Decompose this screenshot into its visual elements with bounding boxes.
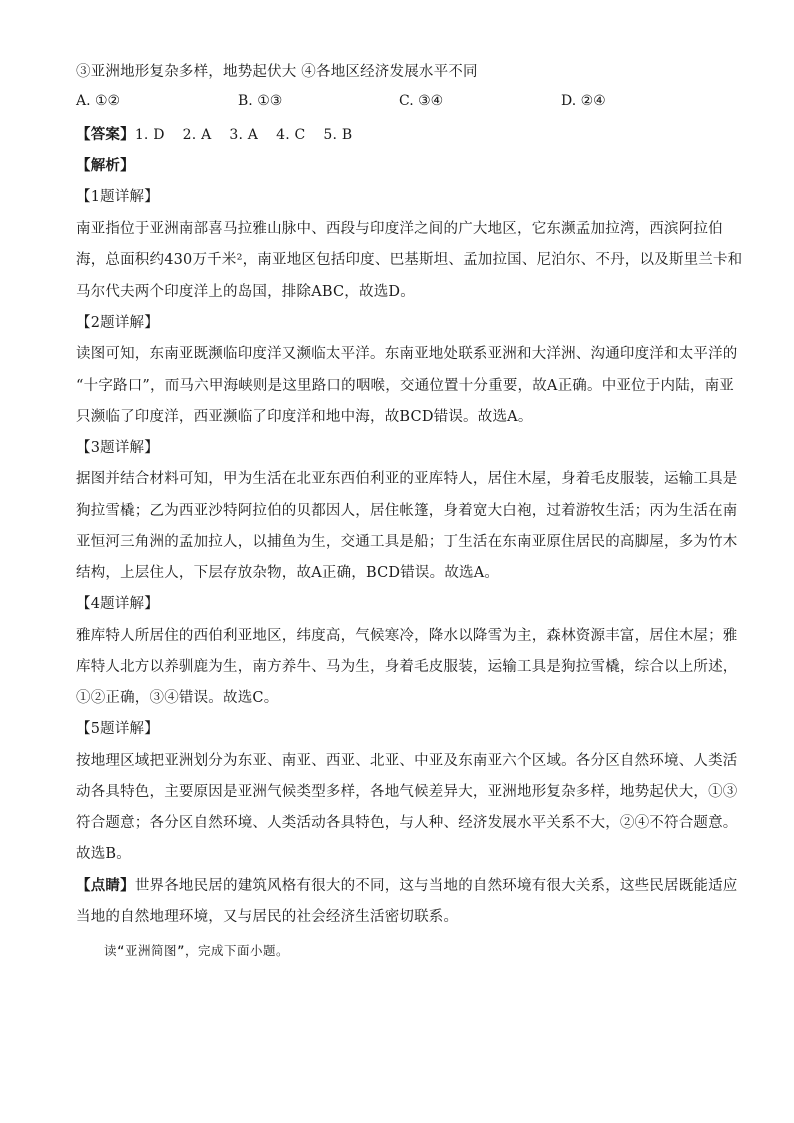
answer-line [76, 125, 370, 145]
section-2-line-2: “十字路口”，而马六甲海峡则是这里路口的咽喉，交通位置十分重要，故A正确。中亚位于内陆，南亚 [76, 378, 734, 394]
section-5-title: 【5题详解】 [76, 721, 159, 737]
answer-item-2: 2. A [182, 127, 212, 143]
section-3-line-4: 结构，上层住人，下层存放杂物，故A正确，BCD错误。故选A。 [76, 565, 500, 581]
section-5-line-1: 按地理区域把亚洲划分为东亚、南亚、西亚、北亚、中亚及东南亚六个区域。各分区自然环境、人类活 [76, 753, 738, 769]
section-1-line-2: 海，总面积约430万千米²，南亚地区包括印度、巴基斯坦、孟加拉国、尼泊尔、不丹，以及斯里兰卡和 [76, 252, 743, 268]
analysis-label: 【解析】 [76, 157, 135, 174]
dianjing-line-1 [76, 876, 738, 896]
section-2-line-3: 只濒临了印度洋，西亚濒临了印度洋和地中海，故BCD错误。故选A。 [76, 409, 533, 425]
option-d: D. ②④ [561, 93, 606, 109]
dianjing-text-1: 世界各地民居的建筑风格有很大的不同，这与当地的自然环境有很大关系，这些民居既能适应 [134, 878, 738, 894]
section-4-title: 【4题详解】 [76, 596, 159, 612]
dianjing-line-2: 当地的自然地理环境，又与居民的社会经济生活密切联系。 [76, 909, 459, 925]
option-a: A. ①② [76, 93, 121, 109]
section-1-line-3: 马尔代夫两个印度洋上的岛国，排除ABC，故选D。 [76, 284, 415, 300]
section-4-line-1: 雅库特人所居住的西伯利亚地区，纬度高，气候寒冷，降水以降雪为主，森林资源丰富，居住木屋；雅 [76, 628, 738, 644]
section-3-line-2: 狗拉雪橇；乙为西亚沙特阿拉伯的贝都因人，居住帐篷，身着宽大白袍，过着游牧生活；丙为生活在南 [76, 503, 738, 519]
option-c: C. ③④ [399, 93, 444, 109]
section-5-line-2: 动各具特色，主要原因是亚洲气候类型多样，各地气候差异大，亚洲地形复杂多样，地势起伏大，①③ [76, 784, 738, 800]
section-2-line-1: 读图可知，东南亚既濒临印度洋又濒临太平洋。东南亚地处联系亚洲和大洋洲、沟通印度洋和太平洋的 [76, 346, 738, 362]
answer-item-4: 4. C [276, 127, 306, 143]
section-4-line-3: ①②正确，③④错误。故选C。 [76, 690, 279, 706]
next-question-intro: 读“亚洲简图”，完成下面小题。 [104, 943, 290, 958]
answer-item-1: 1. D [134, 127, 165, 143]
answer-item-3: 3. A [229, 127, 259, 143]
q5-option-line: ③亚洲地形复杂多样，地势起伏大 ④各地区经济发展水平不同 [76, 64, 478, 80]
section-3-title: 【3题详解】 [76, 440, 159, 456]
section-5-line-4: 故选B。 [76, 846, 131, 862]
answer-label: 【答案】 [76, 126, 135, 143]
dianjing-label: 【点睛】 [76, 877, 135, 894]
section-5-line-3: 符合题意；各分区自然环境、人类活动各具特色，与人种、经济发展水平关系不大，②④不符合题意。 [76, 815, 738, 831]
section-3-line-1: 据图并结合材料可知，甲为生活在北亚东西伯利亚的亚库特人，居住木屋，身着毛皮服装，运输工具是 [76, 471, 738, 487]
section-1-title: 【1题详解】 [76, 189, 159, 205]
section-4-line-2: 库特人北方以养驯鹿为生，南方养牛、马为生，身着毛皮服装，运输工具是狗拉雪橇，综合以上所述， [76, 659, 738, 675]
answer-item-5: 5. B [323, 127, 353, 143]
section-1-line-1: 南亚指位于亚洲南部喜马拉雅山脉中、西段与印度洋之间的广大地区，它东濒孟加拉湾，西滨阿拉伯 [76, 221, 723, 237]
option-b: B. ①③ [238, 93, 283, 109]
section-3-line-3: 亚恒河三角洲的孟加拉人，以捕鱼为生，交通工具是船；丁生活在东南亚原住居民的高脚屋，多为竹木 [76, 534, 738, 550]
section-2-title: 【2题详解】 [76, 315, 159, 331]
